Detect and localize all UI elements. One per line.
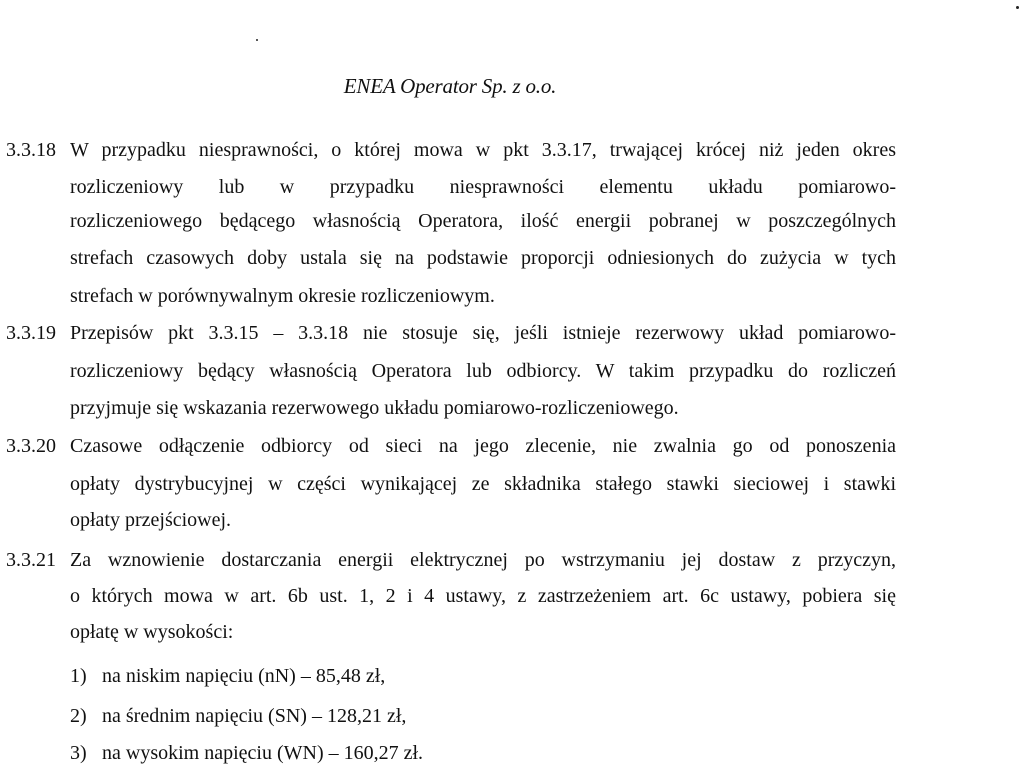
text-line: Przepisów pkt 3.3.15 – 3.3.18 nie stosuje się, jeśli istnieje rezerwowy układ pomiarowo-: [70, 322, 896, 344]
section-number: 3.3.21: [6, 549, 56, 571]
list-item: [70, 743, 423, 763]
list-item-text: na niskim napięciu (nN) – 85,48 zł,: [102, 665, 386, 687]
text-line: opłaty przejściowej.: [70, 509, 232, 531]
document-header: ENEA Operator Sp. z o.o.: [343, 74, 557, 98]
section-number: 3.3.20: [6, 435, 56, 457]
list-item: [70, 666, 385, 686]
text-line: o których mowa w art. 6b ust. 1, 2 i 4 ustawy, z zastrzeżeniem art. 6c ustawy, pobiera się: [70, 585, 896, 607]
text-line: Czasowe odłączenie odbiorcy od sieci na jego zlecenie, nie zwalnia go od ponoszenia: [70, 435, 896, 457]
text-line: strefach w porównywalnym okresie rozliczeniowym.: [70, 285, 495, 307]
text-line: opłaty dystrybucyjnej w części wynikającej ze składnika stałego stawki sieciowej i stawki: [70, 473, 896, 495]
text-line: rozliczeniowy lub w przypadku niesprawności elementu układu pomiarowo-: [70, 176, 896, 198]
list-item-text: na średnim napięciu (SN) – 128,21 zł,: [102, 705, 407, 727]
section-number: 3.3.19: [6, 322, 56, 344]
text-line: opłatę w wysokości:: [70, 621, 234, 643]
text-line: W przypadku niesprawności, o której mowa w pkt 3.3.17, trwającej krócej niż jeden okres: [70, 139, 896, 161]
section-number: 3.3.18: [6, 139, 56, 161]
list-item-number: 2): [70, 705, 87, 727]
list-item-number: 1): [70, 665, 87, 687]
text-line: strefach czasowych doby ustala się na podstawie proporcji odniesionych do zużycia w tych: [70, 247, 896, 269]
list-item-number: 3): [70, 742, 87, 764]
list-item: [70, 706, 406, 726]
text-line: rozliczeniowy będący własnością Operatora lub odbiorcy. W takim przypadku do rozliczeń: [70, 360, 896, 382]
list-item-text: na wysokim napięciu (WN) – 160,27 zł.: [102, 742, 424, 764]
text-line: Za wznowienie dostarczania energii elektrycznej po wstrzymaniu jej dostaw z przyczyn,: [70, 549, 896, 571]
scan-speck: [256, 39, 258, 41]
scan-speck: [1016, 6, 1019, 9]
text-line: rozliczeniowego będącego własnością Operatora, ilość energii pobranej w poszczególnych: [70, 210, 896, 232]
text-line: przyjmuje się wskazania rezerwowego układu pomiarowo-rozliczeniowego.: [70, 397, 679, 419]
